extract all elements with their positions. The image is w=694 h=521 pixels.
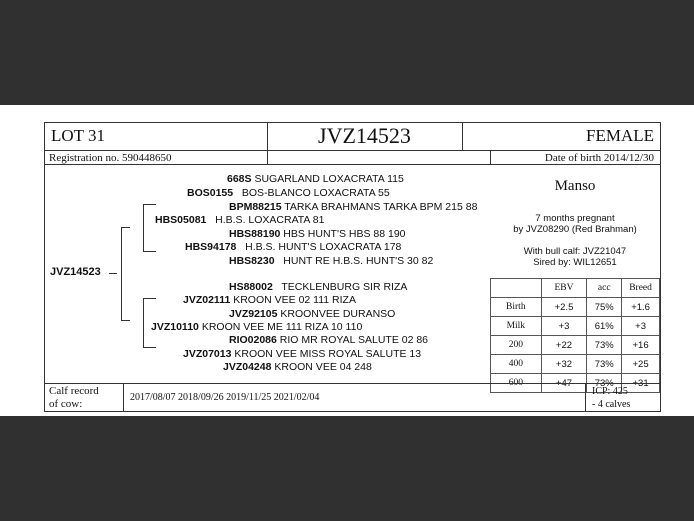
pedigree-name: TARKA BRAHMANS TARKA BPM 215 88 (284, 201, 478, 213)
pedigree-name: KROON VEE MISS ROYAL SALUTE 13 (234, 348, 422, 360)
calf-count: - 4 calves (592, 399, 631, 410)
pedigree-code: JVZ04248 (223, 361, 272, 373)
pedigree-code: HBS05081 (155, 214, 207, 226)
pedigree-entry (151, 321, 362, 333)
pedigree-code: 668S (227, 173, 252, 185)
divider (490, 150, 491, 164)
table-cell: 200 (491, 336, 542, 355)
table-row (491, 279, 660, 298)
pedigree-code: JVZ10110 (151, 321, 199, 333)
pedigree-code: HBS94178 (185, 241, 237, 253)
table-cell: 73% (587, 355, 622, 374)
table-cell: +1.6 (622, 298, 660, 317)
calf-sire: Sired by: WIL12651 (533, 257, 617, 268)
table-cell: 73% (587, 374, 622, 393)
table-row (491, 317, 660, 336)
calf-record-label: Calf record (49, 385, 99, 397)
pedigree-name: KROONVEE DURANSO (280, 308, 396, 320)
pedigree-name: KROON VEE ME 111 RIZA 10 110 (201, 321, 363, 333)
ebv-table (490, 278, 660, 393)
tree-line (143, 204, 156, 252)
registration-number: Registration no. 590448650 (49, 152, 172, 164)
table-cell: 400 (491, 355, 542, 374)
table-cell: +31 (622, 374, 660, 393)
divider (462, 123, 463, 150)
pedigree-entry (229, 201, 477, 213)
table-cell: +32 (541, 355, 587, 374)
pedigree-entry (183, 348, 421, 360)
pedigree-name: KROON VEE 02 111 RIZA (233, 294, 356, 306)
table-cell: Milk (491, 317, 542, 336)
table-cell: 61% (587, 317, 622, 336)
pedigree-entry (183, 294, 356, 306)
table-header: EBV (541, 279, 587, 298)
table-row (491, 336, 660, 355)
table-cell: +3 (541, 317, 587, 336)
sex: FEMALE (586, 126, 654, 145)
pedigree-entry (187, 187, 390, 199)
pedigree-code: BPM88215 (229, 201, 282, 213)
table-cell (491, 279, 542, 298)
pedigree-entry (229, 334, 428, 346)
table-row (491, 298, 660, 317)
tree-line (121, 227, 130, 321)
pregnancy-status: 7 months pregnant (535, 213, 615, 224)
pedigree-name: RIO MR ROYAL SALUTE 02 86 (279, 334, 429, 346)
date-of-birth: Date of birth 2014/12/30 (544, 152, 654, 164)
pedigree-code: BOS0155 (187, 187, 234, 199)
pedigree-code: RIO02086 (229, 334, 277, 346)
table-cell: Birth (491, 298, 542, 317)
lot-card (44, 122, 661, 412)
table-cell: +22 (541, 336, 587, 355)
divider (267, 150, 268, 164)
pedigree-entry (223, 361, 372, 373)
pedigree-name: KROON VEE 04 248 (274, 361, 372, 373)
table-cell: 600 (491, 374, 542, 393)
pedigree-entry (227, 173, 404, 185)
pedigree-entry (229, 228, 406, 240)
table-cell: +3 (622, 317, 660, 336)
table-header: acc (587, 279, 622, 298)
calving-dates: 2017/08/07 2018/09/26 2019/11/25 2021/02/04 (130, 392, 320, 403)
table-cell: +2.5 (541, 298, 587, 317)
calf-record-label: of cow: (49, 398, 83, 410)
table-row (491, 355, 660, 374)
pedigree-name: TECKLENBURG SIR RIZA (281, 281, 408, 293)
table-cell: +47 (541, 374, 587, 393)
pedigree-name: BOS-BLANCO LOXACRATA 55 (241, 187, 390, 199)
pedigree-code: JVZ07013 (183, 348, 232, 360)
pregnancy-sire: by JVZ08290 (Red Brahman) (513, 224, 637, 235)
subject-id: JVZ14523 (50, 266, 101, 278)
pedigree-entry (229, 308, 395, 320)
pedigree-code: JVZ92105 (229, 308, 278, 320)
pedigree-entry (229, 281, 407, 293)
pedigree-entry (229, 255, 433, 267)
pedigree-entry (155, 214, 324, 226)
pedigree-code: HBS8230 (229, 255, 275, 267)
table-cell: +25 (622, 355, 660, 374)
divider (45, 383, 660, 384)
icp: ICP: 425 (592, 386, 628, 397)
pedigree-name: SUGARLAND LOXACRATA 115 (254, 173, 404, 185)
pedigree-name: H.B.S. HUNT'S LOXACRATA 178 (245, 241, 402, 253)
tree-line (109, 273, 117, 274)
calf-info: With bull calf: JVZ21047 (523, 246, 627, 257)
table-cell: 73% (587, 336, 622, 355)
pedigree-code: JVZ02111 (183, 294, 231, 306)
pedigree-code: HS88002 (229, 281, 273, 293)
table-cell: +16 (622, 336, 660, 355)
divider (45, 164, 660, 165)
table-cell: 75% (587, 298, 622, 317)
animal-id: JVZ14523 (318, 123, 411, 148)
table-header: Breed (622, 279, 660, 298)
pedigree-entry (185, 241, 401, 253)
divider (123, 383, 124, 412)
pedigree-name: HBS HUNT'S HBS 88 190 (283, 228, 406, 240)
pedigree-code: HBS88190 (229, 228, 281, 240)
pedigree-name: HUNT RE H.B.S. HUNT'S 30 82 (283, 255, 434, 267)
divider (45, 150, 660, 151)
divider (585, 383, 586, 412)
lot-number: LOT 31 (51, 126, 105, 145)
pedigree-name: H.B.S. LOXACRATA 81 (215, 214, 325, 226)
animal-name: Manso (554, 178, 596, 194)
